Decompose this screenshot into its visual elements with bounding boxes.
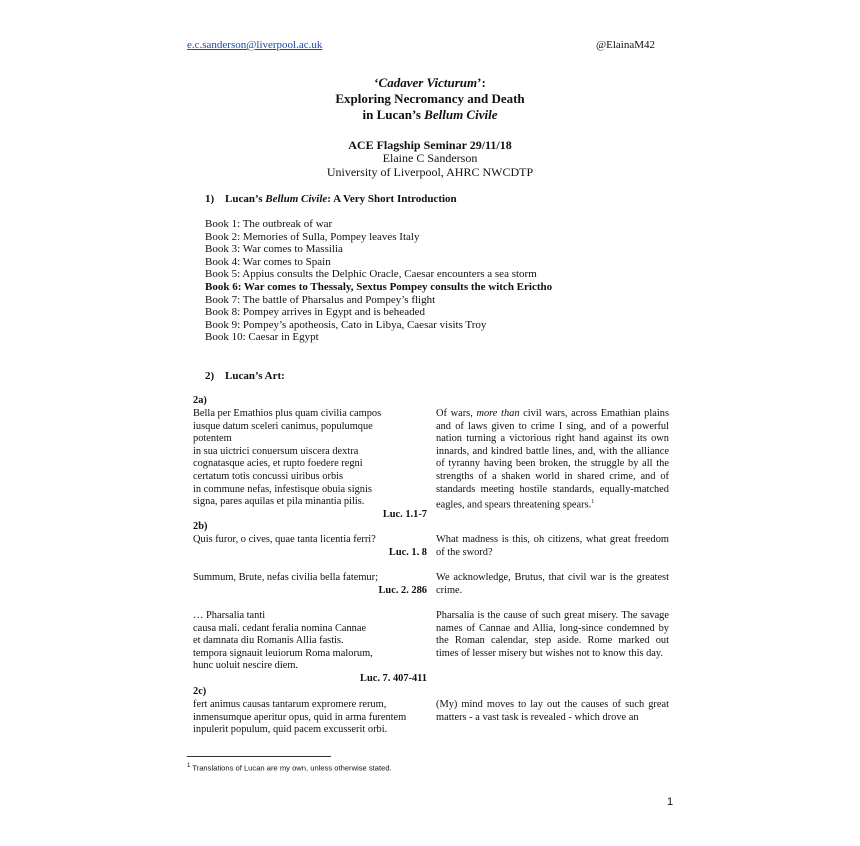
title-line-3-italic: Bellum Civile <box>424 107 498 122</box>
book-list <box>205 218 552 344</box>
passage-2b-2-reference: Luc. 2. 286 <box>378 584 427 596</box>
latin-line: tempora signauit leuiorum Roma malorum, <box>193 647 373 659</box>
passage-2b-2-translation: We acknowledge, Brutus, that civil war is the greatest crime. <box>436 572 669 596</box>
latin-line: signa, pares aquilas et pila minantia pilis. <box>193 496 365 508</box>
author-handle: @ElainaM42 <box>596 39 656 51</box>
section-2-number: 2) <box>205 370 215 382</box>
book-list-item: Book 1: The outbreak of war <box>205 218 333 230</box>
book-list-item: Book 8: Pompey arrives in Egypt and is beheaded <box>205 306 425 319</box>
latin-line: causa mali. cedant feralia nomina Cannae <box>193 622 367 634</box>
section-1-heading <box>205 193 457 205</box>
translation-emphasis: more than <box>476 408 520 419</box>
passage-2a-label: 2a) <box>193 395 207 406</box>
latin-line: fert animus causas tantarum expromere rerum, <box>193 699 387 710</box>
translation-text: civil wars, across Emathian plains and of laws given to crime I sing, and of a powerful nation turning a victorious right hand against its own innards, and kindred battle lines, and, with the alliance of tyranny having been broken, the struggle by all the strengths of a shaken world in shared crime, and of standards meeting hostile standards, equally-matched eagles, and spears threatening spears. <box>436 408 669 511</box>
passage-2b-label: 2b) <box>193 521 208 532</box>
footnote-divider <box>187 756 331 757</box>
book-list-item: Book 3: War comes to Massilia <box>205 243 343 256</box>
latin-line: potentem <box>193 433 232 445</box>
passage-2b-1-translation: What madness is this, oh citizens, what great freedom of the sword? <box>436 534 669 558</box>
latin-line: … Pharsalia tanti <box>193 610 266 621</box>
title-line-1 <box>180 75 680 91</box>
latin-line: certatum totis concussi uiribus orbis <box>193 470 344 482</box>
section-2-title: Lucan’s Art: <box>225 370 285 382</box>
page-number: 1 <box>667 796 674 808</box>
seminar-author: Elaine C Sanderson <box>382 151 478 165</box>
section-1-italic: Bellum Civile <box>265 193 328 205</box>
passage-2b-3-translation: Pharsalia is the cause of such great misery. The savage names of Cannae and Allia, long-since condemned by the Roman calendar, step aside. Rome marked out times of lesser misery but wishes not to know this day. <box>436 610 669 659</box>
latin-line: Quis furor, o cives, quae tanta licentia ferri? <box>193 534 376 545</box>
passage-2b-1-reference: Luc. 1. 8 <box>388 546 427 558</box>
latin-line: iusque datum sceleri canimus, populumque <box>193 420 373 432</box>
section-1-prefix: Lucan’s <box>225 193 266 205</box>
book-list-item: Book 9: Pompey’s apotheosis, Cato in Libya, Caesar visits Troy <box>205 318 487 331</box>
section-1-number: 1) <box>205 193 215 205</box>
book-list-item: Book 7: The battle of Pharsalus and Pompey’s flight <box>205 293 436 306</box>
passage-2b-3-latin <box>193 610 427 686</box>
latin-line: Summum, Brute, nefas civilia bella fatemur; <box>193 572 378 583</box>
title-line-2: Exploring Necromancy and Death <box>335 91 525 106</box>
passage-2c-label: 2c) <box>193 686 207 697</box>
book-list-item: Book 2: Memories of Sulla, Pompey leaves Italy <box>205 230 420 243</box>
latin-line: inpulerit populum, quid pacem excusserit orbi. <box>193 724 388 736</box>
latin-line: in commune nefas, infestisque obuia signis <box>193 483 372 495</box>
latin-line: inmensumque aperitur opus, quid in arma furentem <box>193 711 407 723</box>
passage-2c-translation: (My) mind moves to lay out the causes of such great matters - a vast task is revealed - which drove an <box>436 699 669 723</box>
latin-line: in sua uictrici conuersum uiscera dextra <box>193 445 359 457</box>
title-italic: Cadaver Victurum <box>378 75 478 90</box>
footnote-text: Translations of Lucan are my own, unless otherwise stated. <box>190 763 392 773</box>
footnote-number: 1 <box>187 763 191 769</box>
book-list-item: Book 4: War comes to Spain <box>205 255 331 268</box>
passage-2b-1-latin <box>193 534 427 559</box>
latin-line: et damnata diu Romanis Allia fastis. <box>193 635 344 647</box>
title-quote-close: ’: <box>477 75 486 90</box>
seminar-name: ACE Flagship Seminar 29/11/18 <box>348 138 512 152</box>
book-list-item-highlighted: Book 6: War comes to Thessaly, Sextus Pompey consults the witch Erictho <box>205 280 553 293</box>
passage-2a-translation <box>436 408 669 512</box>
translation-text: Of wars, <box>436 408 477 419</box>
title-line-3-prefix: in Lucan’s <box>362 107 425 122</box>
passage-2a-reference: Luc. 1.1-7 <box>382 508 427 520</box>
passage-2c-latin <box>193 699 427 737</box>
section-1-suffix: : A Very Short Introduction <box>327 193 457 205</box>
section-2-heading <box>205 370 285 382</box>
latin-line: Bella per Emathios plus quam civilia campos <box>193 408 382 419</box>
passage-2b-3-reference: Luc. 7. 407-411 <box>360 672 427 684</box>
author-email-link[interactable]: e.c.sanderson@liverpool.ac.uk <box>187 39 323 51</box>
footnote <box>187 763 392 773</box>
title-quote-open: ‘ <box>374 75 379 90</box>
footnote-marker[interactable]: 1 <box>591 499 595 506</box>
latin-line: cognatasque acies, et rupto foedere regni <box>193 458 363 470</box>
latin-line: hunc uoluit nescire diem. <box>193 660 299 672</box>
seminar-affiliation: University of Liverpool, AHRC NWCDTP <box>326 165 534 179</box>
passage-2a-latin <box>193 408 427 521</box>
passage-2b-2-latin <box>193 572 427 597</box>
book-list-item: Book 5: Appius consults the Delphic Oracle, Caesar encounters a sea storm <box>205 268 537 281</box>
book-list-item: Book 10: Caesar in Egypt <box>205 331 319 344</box>
title-line-3 <box>180 107 680 123</box>
